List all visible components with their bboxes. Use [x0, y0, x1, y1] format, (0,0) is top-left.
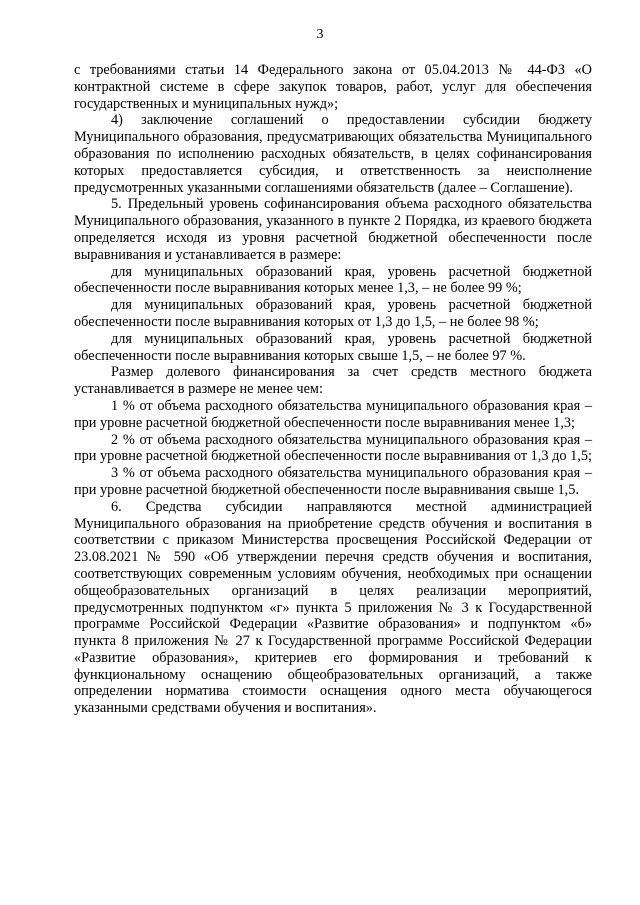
paragraph-local-share: Размер долевого финансирования за счет средств местного бюджета устанавливается в размере не менее чем: [74, 364, 592, 398]
paragraph-rate-97: для муниципальных образований края, уровень расчетной бюджетной обеспеченности после выравнивания которых свыше 1,5, – не более 97 %. [74, 330, 592, 364]
document-body [74, 62, 592, 717]
paragraph-item-4: 4) заключение соглашений о предоставлении субсидии бюджету Муниципального образования, предусматривающих обязательства Муниципального образования по исполнению расходных обязательств, в целях софинансирования которых предоставляется субсидия, и ответственность за неисполнение предусмотренных указанными соглашениями обязательств (далее – Соглашение). [74, 112, 592, 196]
paragraph-item-6: 6. Средства субсидии направляются местной администрацией Муниципального образования на приобретение средств обучения и воспитания в соответствии с приказом Министерства просвещения Российской Федерации от 23.08.2021 № 590 «Об утверждении перечня средств обучения и воспитания, соответствующих современным условиям обучения, необходимых при оснащении общеобразовательных организаций в целях реализации мероприятий, предусмотренных подпунктом «г» пункта 5 приложения № 3 к Государственной программе Российской Федерации «Развитие образования» и подпунктом «б» пункта 8 приложения № 27 к Государственной программе Российской Федерации «Развитие образования», критериев его формирования и требований к функциональному оснащению общеобразовательных организаций, а также определении норматива стоимости оснащения одного места обучающегося указанными средствами обучения и воспитания». [74, 498, 592, 717]
paragraph-item-5: 5. Предельный уровень софинансирования объема расходного обязательства Муниципального образования, указанного в пункте 2 Порядка, из краевого бюджета определяется исходя из уровня расчетной бюджетной обеспеченности после выравнивания и устанавливается в размере: [74, 196, 592, 263]
paragraph-share-3: 3 % от объема расходного обязательства муниципального образования края – при уровне расчетной бюджетной обеспеченности после выравнивания свыше 1,5. [74, 465, 592, 498]
page-number: 3 [316, 27, 324, 42]
paragraph-rate-98: для муниципальных образований края, уровень расчетной бюджетной обеспеченности после выравнивания которых от 1,3 до 1,5, – не более 98 %; [74, 297, 592, 330]
paragraph-continuation: с требованиями статьи 14 Федерального закона от 05.04.2013 № 44-ФЗ «О контрактной системе в сфере закупок товаров, работ, услуг для обеспечения государственных и муниципальных нужд»; [74, 62, 592, 112]
paragraph-share-2: 2 % от объема расходного обязательства муниципального образования края – при уровне расчетной бюджетной обеспеченности после выравнивания от 1,3 до 1,5; [74, 431, 592, 465]
paragraph-share-1: 1 % от объема расходного обязательства муниципального образования края – при уровне расчетной бюджетной обеспеченности после выравнивания менее 1,3; [74, 397, 592, 431]
paragraph-rate-99: для муниципальных образований края, уровень расчетной бюджетной обеспеченности после выравнивания которых менее 1,3, – не более 99 %; [74, 263, 592, 297]
